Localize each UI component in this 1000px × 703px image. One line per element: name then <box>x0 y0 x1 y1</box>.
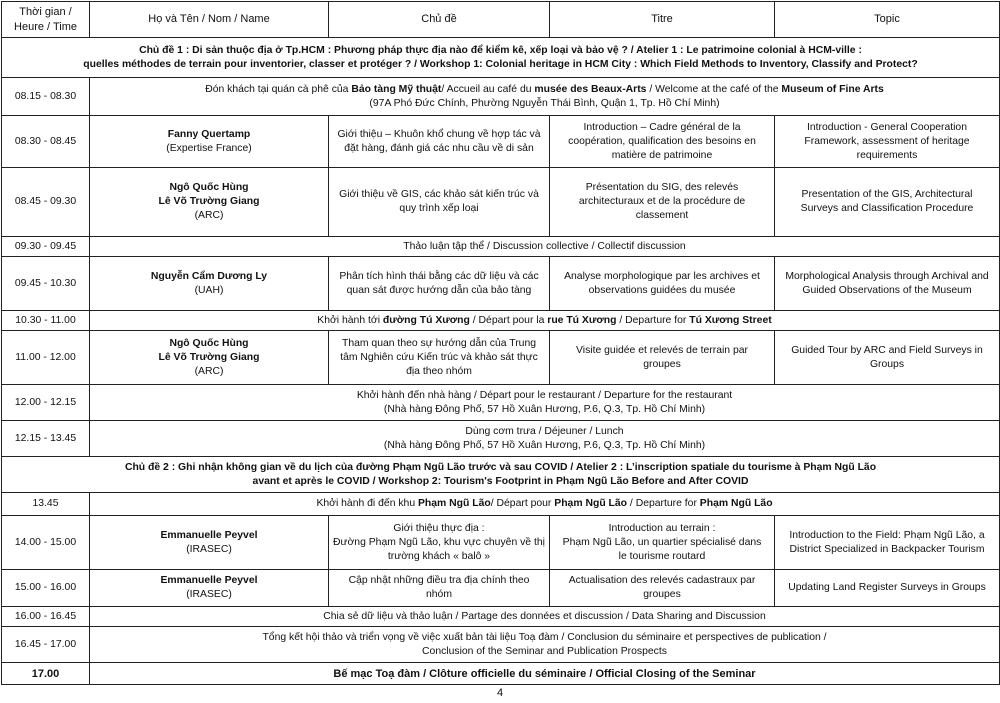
chude-cell: Cập nhật những điều tra địa chính theo nhóm <box>329 570 550 607</box>
topic-cell: Introduction to the Field: Phạm Ngũ Lão, a District Specialized in Backpacker Tourism <box>775 516 1000 570</box>
topic-cell: Guided Tour by ARC and Field Surveys in Groups <box>775 331 1000 385</box>
event-cell: Dùng cơm trưa / Déjeuner / Lunch (Nhà hàng Đông Phố, 57 Hồ Xuân Hương, P.6, Q.3, Tp. Hồ Chí Minh) <box>90 421 1000 457</box>
speaker-org: (ARC) <box>194 210 224 221</box>
time-cell: 09.45 - 10.30 <box>2 257 90 311</box>
schedule-row <box>2 607 1000 627</box>
speaker-cell <box>90 570 329 607</box>
event-cell: Chia sẻ dữ liệu và thảo luận / Partage des données et discussion / Data Sharing and Discussion <box>90 607 1000 627</box>
time-cell: 11.00 - 12.00 <box>2 331 90 385</box>
schedule-row <box>2 516 1000 570</box>
speaker-name: Ngô Quốc Hùng <box>169 182 249 193</box>
speaker-name: Emmanuelle Peyvel <box>160 575 258 586</box>
time-cell: 08.30 - 08.45 <box>2 116 90 168</box>
speaker-cell <box>90 168 329 237</box>
speaker-name: Lê Võ Trường Giang <box>158 351 260 363</box>
speaker-cell <box>90 116 329 168</box>
header-titre: Titre <box>550 2 775 38</box>
chude-cell: Tham quan theo sự hướng dẫn của Trung tâm Nghiên cứu Kiến trúc và khảo sát thực địa theo nhóm <box>329 331 550 385</box>
schedule-row <box>2 421 1000 457</box>
speaker-name: Emmanuelle Peyvel <box>160 529 258 541</box>
time-cell: 12.00 - 12.15 <box>2 385 90 421</box>
event-cell: Khởi hành đi đến khu Phạm Ngũ Lão/ Départ pour Phạm Ngũ Lão / Departure for Phạm Ngũ Lão <box>90 493 1000 516</box>
topic-cell: Updating Land Register Surveys in Groups <box>775 570 1000 607</box>
titre-cell: Visite guidée et relevés de terrain par groupes <box>550 331 775 385</box>
time-cell: 12.15 - 13.45 <box>2 421 90 457</box>
time-cell: 08.15 - 08.30 <box>2 78 90 116</box>
time-cell: 13.45 <box>2 493 90 516</box>
schedule-row <box>2 331 1000 385</box>
speaker-org: (ARC) <box>194 365 224 377</box>
time-cell: 17.00 <box>2 663 90 685</box>
time-cell: 16.45 - 17.00 <box>2 627 90 663</box>
chude-cell: Giới thiệu về GIS, các khảo sát kiến trúc và quy trình xếp loại <box>329 168 550 237</box>
topic-cell: Presentation of the GIS, Architectural Surveys and Classification Procedure <box>775 168 1000 237</box>
time-cell: 15.00 - 16.00 <box>2 570 90 607</box>
theme-1-title: Chủ đề 1 : Di sản thuộc địa ở Tp.HCM : Phương pháp thực địa nào để kiểm kê, xếp loại và bảo vệ ? / Atelier 1 : Le patrimoine colonial à HCM-ville : quelles méthodes de terrain pour inventorier, classer et protéger ? / Workshop 1: Colonial heritage in HCM City : Which Field Methods to Inventory, Classify and Protect? <box>2 38 1000 78</box>
topic-cell: Morphological Analysis through Archival and Guided Observations of the Museum <box>775 257 1000 311</box>
speaker-name: Nguyễn Cẩm Dương Ly <box>150 270 268 282</box>
page-number: 4 <box>496 687 504 699</box>
schedule-row <box>2 311 1000 331</box>
speaker-cell <box>90 257 329 311</box>
time-cell: 16.00 - 16.45 <box>2 607 90 627</box>
speaker-name: Ngô Quốc Hùng <box>169 337 249 349</box>
speaker-name: Lê Võ Trường Giang <box>158 196 260 207</box>
event-cell: Thảo luận tập thể / Discussion collective / Collectif discussion <box>90 237 1000 257</box>
header-name: Họ và Tên / Nom / Name <box>90 2 329 38</box>
schedule-row <box>2 237 1000 257</box>
theme-2-row <box>2 457 1000 493</box>
speaker-org: (UAH) <box>194 284 224 296</box>
schedule-table <box>1 1 1000 685</box>
time-cell: 09.30 - 09.45 <box>2 237 90 257</box>
speaker-org: (IRASEC) <box>186 589 232 600</box>
header-topic: Topic <box>775 2 1000 38</box>
titre-cell: Analyse morphologique par les archives et observations guidées du musée <box>550 257 775 311</box>
speaker-cell <box>90 331 329 385</box>
time-cell: 10.30 - 11.00 <box>2 311 90 331</box>
speaker-org: (IRASEC) <box>186 543 232 555</box>
schedule-row <box>2 385 1000 421</box>
schedule-row <box>2 78 1000 116</box>
theme-2-title: Chủ đề 2 : Ghi nhận không gian về du lịch của đường Phạm Ngũ Lão trước và sau COVID / Atelier 2 : L’inscription spatiale du tourisme à Phạm Ngũ Lão avant et après le COVID / Workshop 2: Tourism's Footprint in Phạm Ngũ Lão Before and After COVID <box>2 457 1000 493</box>
schedule-row <box>2 168 1000 237</box>
schedule-row <box>2 493 1000 516</box>
time-cell: 14.00 - 15.00 <box>2 516 90 570</box>
event-cell: Đón khách tại quán cà phê của Bảo tàng Mỹ thuật/ Accueil au café du musée des Beaux-Arts / Welcome at the café of the Museum of Fine Arts (97A Phó Đức Chính, Phường Nguyễn Thái Bình, Quận 1, Tp. Hồ Chí Minh) <box>90 78 1000 116</box>
theme-1-row <box>2 38 1000 78</box>
schedule-row <box>2 116 1000 168</box>
titre-cell: Introduction – Cadre général de la coopération, qualification des besoins en matière de patrimoine <box>550 116 775 168</box>
topic-cell: Introduction - General Cooperation Framework, assessment of heritage requirements <box>775 116 1000 168</box>
schedule-row <box>2 257 1000 311</box>
titre-cell: Présentation du SIG, des relevés architecturaux et de la procédure de classement <box>550 168 775 237</box>
chude-cell: Giới thiệu – Khuôn khổ chung về hợp tác và đặt hàng, đánh giá các nhu cầu về di sản <box>329 116 550 168</box>
header-row <box>2 2 1000 38</box>
header-time: Thời gian / Heure / Time <box>2 2 90 38</box>
schedule-row <box>2 570 1000 607</box>
schedule-row <box>2 627 1000 663</box>
chude-cell: Phân tích hình thái bằng các dữ liệu và các quan sát được hướng dẫn của bảo tàng <box>329 257 550 311</box>
header-chude: Chủ đề <box>329 2 550 38</box>
time-cell: 08.45 - 09.30 <box>2 168 90 237</box>
event-cell: Khởi hành đến nhà hàng / Départ pour le restaurant / Departure for the restaurant (Nhà hàng Đông Phố, 57 Hồ Xuân Hương, P.6, Q.3, Tp. Hồ Chí Minh) <box>90 385 1000 421</box>
event-cell: Tổng kết hội thảo và triển vọng về việc xuất bản tài liệu Toạ đàm / Conclusion du séminaire et perspectives de publication / Conclusion of the Seminar and Publication Prospects <box>90 627 1000 663</box>
event-cell: Khởi hành tới đường Tú Xương / Départ pour la rue Tú Xương / Departure for Tú Xương Street <box>90 311 1000 331</box>
speaker-name: Fanny Quertamp <box>167 128 251 140</box>
event-cell: Bế mạc Toạ đàm / Clôture officielle du séminaire / Official Closing of the Seminar <box>90 663 1000 685</box>
chude-cell: Giới thiệu thực địa : Đường Phạm Ngũ Lão, khu vực chuyên về thị trường khách « balô » <box>329 516 550 570</box>
titre-cell: Introduction au terrain : Phạm Ngũ Lão, un quartier spécialisé dans le tourisme routard <box>550 516 775 570</box>
closing-row <box>2 663 1000 685</box>
titre-cell: Actualisation des relevés cadastraux par groupes <box>550 570 775 607</box>
speaker-cell <box>90 516 329 570</box>
speaker-org: (Expertise France) <box>166 142 252 154</box>
